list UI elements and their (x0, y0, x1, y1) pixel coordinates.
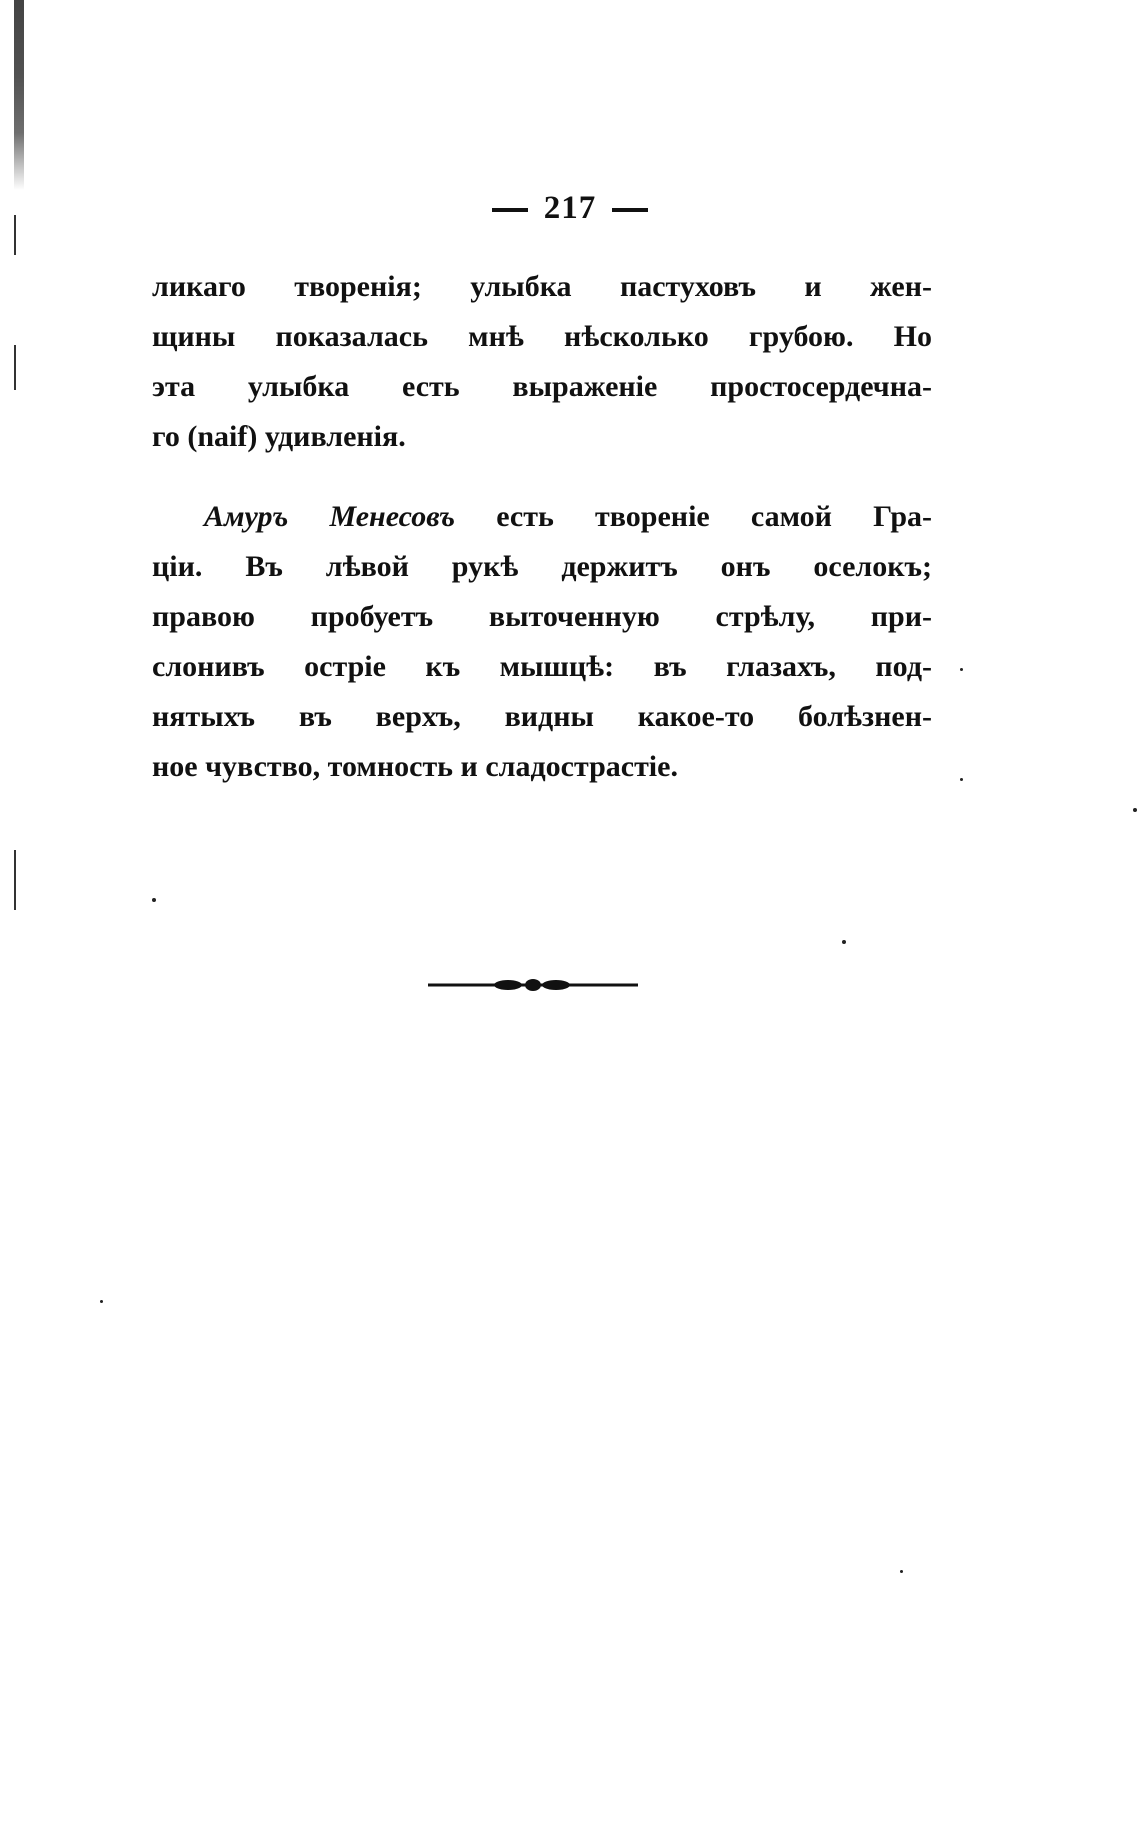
paper-speck (152, 898, 156, 902)
paper-speck (842, 940, 846, 944)
text-line: эта улыбка есть выраженіе простосердечна- (152, 370, 932, 403)
text-line: ціи. Въ лѣвой рукѣ держитъ онъ оселокъ; (152, 550, 932, 583)
header-dash-left (492, 208, 528, 212)
binding-stain-blot (14, 0, 24, 190)
text-line: го (naif) удивленія. (152, 420, 406, 453)
paper-speck (1133, 808, 1137, 812)
paper-speck (100, 1300, 103, 1303)
text-line-with-lead (152, 492, 932, 542)
paragraph-2 (152, 492, 932, 792)
body-text (152, 262, 932, 792)
text-line: правою пробуетъ выточенную стрѣлу, при- (152, 600, 932, 633)
text-line: ное чувство, томность и сладострастіе. (152, 750, 678, 783)
page-header (0, 190, 1140, 227)
text-line: ликаго творенія; улыбка пастуховъ и жен- (152, 270, 932, 303)
binding-stain (14, 0, 28, 190)
page-number: 217 (543, 190, 597, 226)
italic-lead: Амуръ Менесовъ (204, 500, 456, 533)
text-line: слонивъ остріе къ мышцѣ: въ глазахъ, под- (152, 650, 932, 683)
paragraph-1 (152, 262, 932, 462)
text-line: нятыхъ въ верхъ, видны какое-то болѣзнен- (152, 700, 932, 733)
divider-ornament (428, 978, 638, 992)
header-dash-right (612, 208, 648, 212)
text-line: щины показалась мнѣ нѣсколько грубою. Но (152, 320, 932, 353)
page-edge-mark (14, 850, 16, 910)
paper-speck (900, 1570, 903, 1573)
lead-line-text: есть твореніе самой Гра- (496, 500, 933, 533)
paper-speck (960, 668, 963, 671)
paper-speck (960, 778, 963, 781)
page-edge-mark (14, 345, 16, 390)
